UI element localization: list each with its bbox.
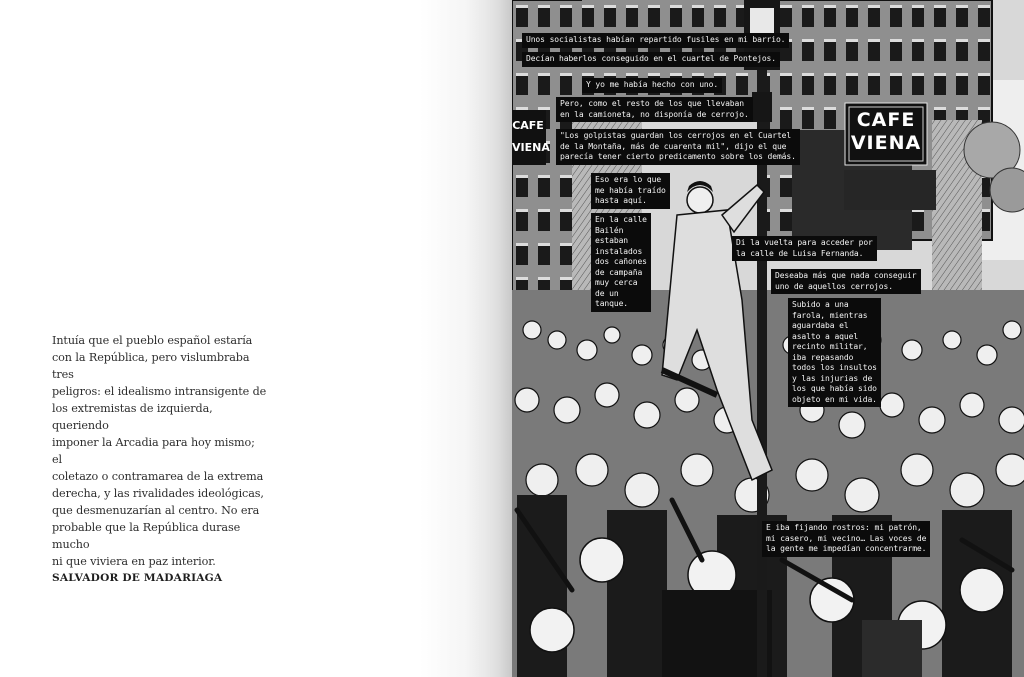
- caption-box: Deseaba más que nada conseguir uno de aquellos cerrojos.: [771, 269, 921, 294]
- caption-box: E iba fijando rostros: mi patrón, mi casero, mi vecino… Las voces de la gente me impedían concentrarme.: [762, 521, 930, 557]
- caption-box: Decían haberlos conseguido en el cuartel de Pontejos.: [522, 52, 780, 67]
- caption-box: Di la vuelta para acceder por la calle de Luisa Fernanda.: [732, 236, 877, 261]
- quote-line: derecha, y las rivalidades ideológicas,: [52, 487, 264, 500]
- caption-box: Eso era lo que me había traído hasta aquí.: [591, 173, 670, 209]
- quote-line: peligros: el idealismo intransigente de: [52, 385, 267, 398]
- quote-line: imponer la Arcadia para hoy mismo; el: [52, 436, 255, 466]
- comic-panel: [512, 0, 1024, 677]
- caption-box: Pero, como el resto de los que llevaban en la camioneta, no disponía de cerrojo.: [556, 97, 753, 122]
- sign-line: VIENA: [512, 141, 550, 154]
- caption-box: Y yo me había hecho con uno.: [582, 78, 722, 93]
- quote-line: Intuía que el pueblo español estaría: [52, 334, 253, 347]
- caption-box: "Los golpistas guardan los cerrojos en el Cuartel de la Montaña, más de cuarenta mil", dijo el que parecía tener cierto predicamento sobre los demás.: [556, 129, 800, 165]
- quote-line: los extremistas de izquierda, queriendo: [52, 402, 213, 432]
- caption-box: En la calle Bailén estaban instalados dos cañones de campaña muy cerca de un tanque.: [591, 213, 651, 312]
- quote-author: SALVADOR DE MADARIAGA: [52, 572, 223, 584]
- cafe-viena-sign: [849, 109, 923, 155]
- epigraph-quote: [52, 332, 267, 587]
- quote-line: con la República, pero vislumbraba tres: [52, 351, 250, 381]
- sign-line: VIENA: [850, 132, 922, 154]
- sign-line: CAFE: [512, 119, 544, 132]
- quote-line: probable que la República durase mucho: [52, 521, 241, 551]
- quote-line: que desmenuzarían al centro. No era: [52, 504, 260, 517]
- sign-line: CAFE: [856, 109, 916, 131]
- quote-line: coletazo o contramarea de la extrema: [52, 470, 264, 483]
- caption-box: Unos socialistas habían repartido fusiles en mi barrio.: [522, 33, 789, 48]
- page-gutter-shadow: [466, 0, 512, 677]
- cafe-viena-side-sign: [512, 115, 550, 159]
- quote-line: ni que viviera en paz interior.: [52, 555, 216, 568]
- caption-box: Subido a una farola, mientras aguardaba el asalto a aquel recinto militar, iba repasando todos los insultos y las injurias de los que había sido objeto en mi vida.: [788, 298, 881, 407]
